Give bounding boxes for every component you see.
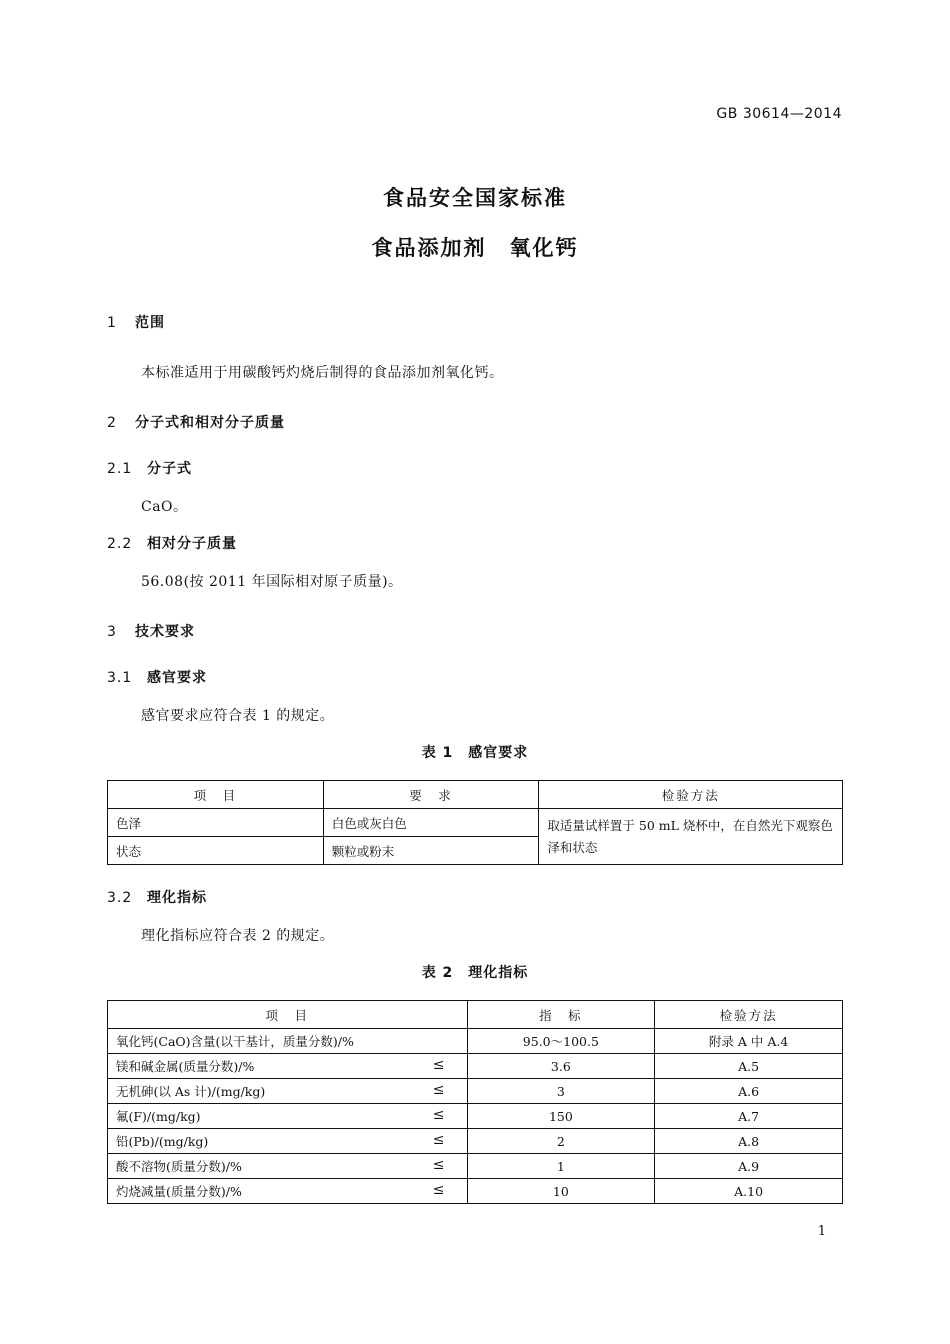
table-header-row: [108, 781, 843, 809]
le-symbol: ≤: [432, 1082, 445, 1098]
section-3-1-heading: [107, 667, 207, 687]
table-row: [108, 1104, 843, 1129]
column-header: 指 标: [467, 1001, 655, 1029]
table-row: [108, 1179, 843, 1204]
item-label: 镁和碱金属(质量分数)/%: [116, 1059, 255, 1074]
value-cell: 1: [467, 1154, 655, 1179]
section-1-heading: [107, 312, 165, 332]
table-header-row: [108, 1001, 843, 1029]
item-label: 铅(Pb)/(mg/kg): [116, 1134, 209, 1149]
value-cell: 150: [467, 1104, 655, 1129]
table-row: [108, 1029, 843, 1054]
le-symbol: ≤: [432, 1057, 445, 1073]
value-cell: 2: [467, 1129, 655, 1154]
column-header: 项 目: [108, 781, 324, 809]
section-title: 相对分子质量: [147, 536, 237, 552]
item-cell: [108, 1029, 468, 1054]
method-cell: A.9: [655, 1154, 843, 1179]
requirement-cell: 颗粒或粉末: [323, 837, 539, 865]
section-2-1-heading: [107, 458, 192, 478]
section-2-heading: [107, 412, 285, 432]
table-1-sensory: [107, 780, 843, 865]
method-cell: 附录 A 中 A.4: [655, 1029, 843, 1054]
standard-code: GB 30614—2014: [716, 106, 842, 122]
section-3-2-heading: [107, 887, 207, 907]
item-cell: [108, 1154, 468, 1179]
le-symbol: ≤: [432, 1157, 445, 1173]
value-cell: 3: [467, 1079, 655, 1104]
method-cell: A.7: [655, 1104, 843, 1129]
table-1-caption: 表 1 感官要求: [421, 745, 529, 761]
table-2-caption: 表 2 理化指标: [421, 965, 529, 981]
section-title: 理化指标: [147, 890, 207, 906]
section-1-text: 本标准适用于用碳酸钙灼烧后制得的食品添加剂氧化钙。: [141, 365, 504, 381]
table-row: [108, 1054, 843, 1079]
requirement-cell: 白色或灰白色: [323, 809, 539, 837]
le-symbol: ≤: [432, 1132, 445, 1148]
table-row: [108, 1079, 843, 1104]
item-cell: 状态: [108, 837, 324, 865]
table-row: [108, 1154, 843, 1179]
item-cell: 色泽: [108, 809, 324, 837]
le-symbol: ≤: [432, 1107, 445, 1123]
le-symbol: ≤: [432, 1182, 445, 1198]
section-2-2-heading: [107, 533, 237, 553]
table-2-physicochemical: [107, 1000, 843, 1204]
column-header: 要 求: [323, 781, 539, 809]
column-header: 项 目: [108, 1001, 468, 1029]
section-number: 2: [107, 415, 117, 431]
method-cell: A.6: [655, 1079, 843, 1104]
table-row: [108, 1129, 843, 1154]
section-number: 3: [107, 624, 117, 640]
section-title: 分子式: [147, 461, 192, 477]
method-cell: A.8: [655, 1129, 843, 1154]
section-number: 3.1: [107, 670, 133, 686]
table-row: [108, 809, 843, 837]
value-cell: 95.0～100.5: [467, 1029, 655, 1054]
item-cell: [108, 1129, 468, 1154]
section-title: 感官要求: [147, 670, 207, 686]
value-cell: 3.6: [467, 1054, 655, 1079]
item-cell: [108, 1104, 468, 1129]
page-number: 1: [817, 1224, 826, 1239]
section-number: 3.2: [107, 890, 133, 906]
column-header: 检验方法: [539, 781, 843, 809]
item-label: 酸不溶物(质量分数)/%: [116, 1159, 242, 1174]
document-subtitle: 食品添加剂 氧化钙: [371, 236, 579, 260]
item-label: 灼烧减量(质量分数)/%: [116, 1184, 242, 1199]
section-title: 技术要求: [135, 624, 195, 640]
section-3-heading: [107, 621, 195, 641]
item-label: 无机砷(以 As 计)/(mg/kg): [116, 1084, 266, 1099]
item-cell: [108, 1179, 468, 1204]
item-cell: [108, 1079, 468, 1104]
item-cell: [108, 1054, 468, 1079]
document-title: 食品安全国家标准: [383, 186, 567, 210]
method-cell: 取适量试样置于 50 mL 烧杯中，在自然光下观察色泽和状态: [539, 809, 843, 865]
section-number: 2.2: [107, 536, 133, 552]
column-header: 检验方法: [655, 1001, 843, 1029]
section-title: 范围: [135, 315, 165, 331]
section-number: 2.1: [107, 461, 133, 477]
method-cell: A.10: [655, 1179, 843, 1204]
section-title: 分子式和相对分子质量: [135, 415, 285, 431]
item-label: 氧化钙(CaO)含量(以干基计，质量分数)/%: [116, 1034, 354, 1049]
item-label: 氟(F)/(mg/kg): [116, 1109, 201, 1124]
section-3-2-text: 理化指标应符合表 2 的规定。: [141, 928, 335, 944]
section-2-2-text: 56.08(按 2011 年国际相对原子质量)。: [141, 574, 403, 590]
value-cell: 10: [467, 1179, 655, 1204]
method-cell: A.5: [655, 1054, 843, 1079]
section-2-1-text: CaO。: [141, 499, 188, 515]
section-3-1-text: 感官要求应符合表 1 的规定。: [141, 708, 335, 724]
section-number: 1: [107, 315, 117, 331]
